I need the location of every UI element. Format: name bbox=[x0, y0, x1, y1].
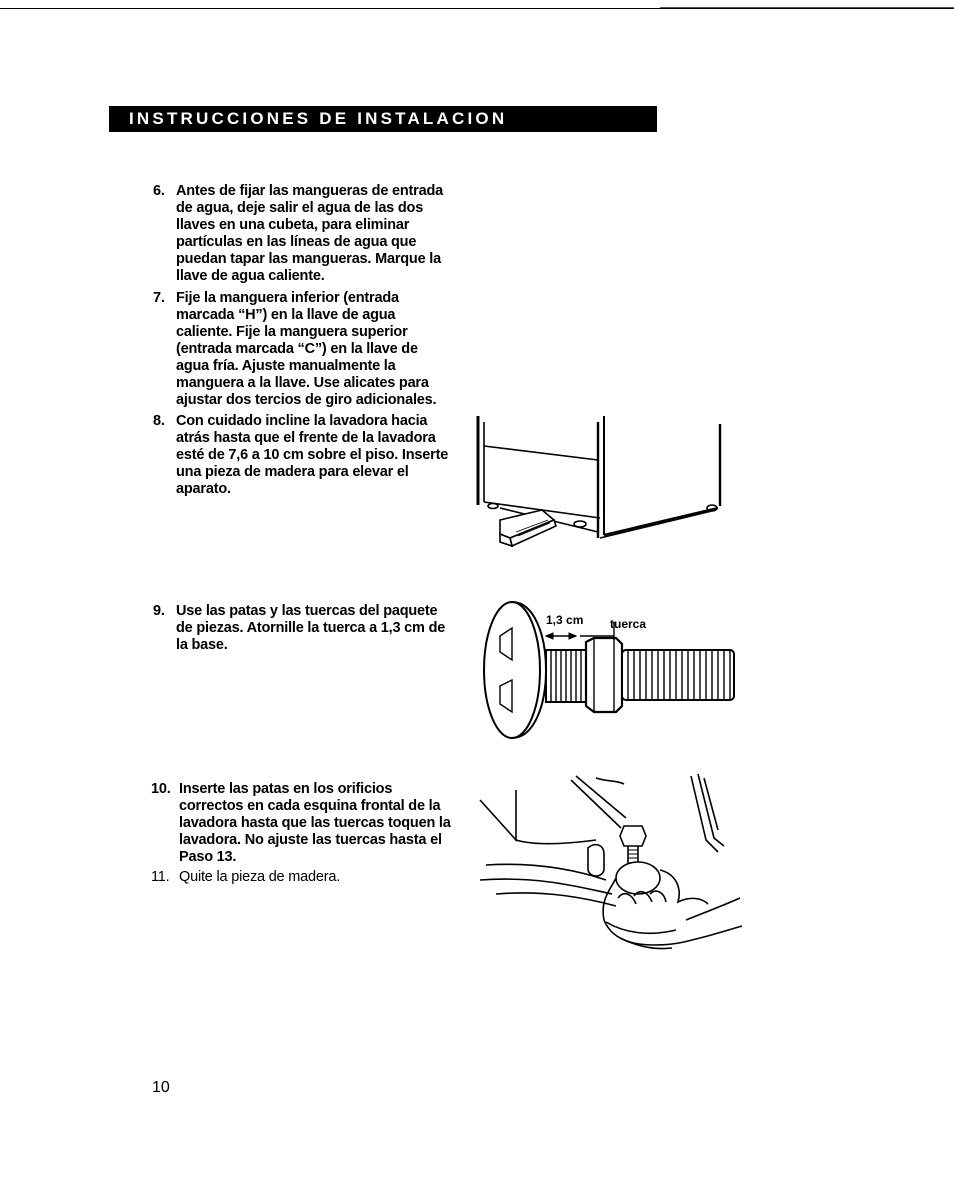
step-6 bbox=[153, 183, 453, 285]
step-text: Antes de fijar las mangueras de entrada de agua, deje salir el agua de las dos llaves en una cubeta, para eliminar partículas en las líneas de agua que puedan tapar las mangueras. Marque la llave de agua caliente. bbox=[176, 183, 443, 284]
step-number: 11. bbox=[151, 869, 170, 885]
step-9 bbox=[153, 603, 453, 654]
step-number: 10. bbox=[151, 781, 171, 797]
nut-label: tuerca bbox=[610, 617, 647, 631]
step-number: 8. bbox=[153, 413, 165, 429]
step-11 bbox=[153, 869, 453, 886]
step-number: 9. bbox=[153, 603, 165, 619]
step-8 bbox=[153, 413, 453, 498]
page-number: 10 bbox=[152, 1079, 170, 1096]
distance-label: 1,3 cm bbox=[546, 613, 584, 627]
washer-tilted-illustration bbox=[470, 410, 732, 560]
step-text: Inserte las patas en los orificios correctos en cada esquina frontal de la lavadora hasta que las tuercas toquen la lavadora. No ajuste las tuercas hasta el Paso 13. bbox=[179, 781, 451, 865]
step-text: Quite la pieza de madera. bbox=[179, 869, 341, 885]
section-header bbox=[109, 106, 657, 132]
step-7 bbox=[153, 290, 453, 409]
step-text: Fije la manguera inferior (entrada marcada “H”) en la llave de agua caliente. Fije la manguera superior (entrada marcada “C”) en la llave de agua fría. Ajuste manualmente la manguera a la llave. Use alicates para ajustar dos tercios de giro adicionales. bbox=[176, 290, 437, 408]
leveling-leg-illustration bbox=[476, 600, 744, 745]
step-text: Con cuidado incline la lavadora hacia atrás hasta que el frente de la lavadora esté de 7,6 a 10 cm sobre el piso. Inserte una pieza de madera para elevar el aparato. bbox=[176, 413, 449, 497]
step-10 bbox=[153, 781, 453, 866]
leg-insertion-illustration bbox=[476, 770, 746, 960]
section-title: INSTRUCCIONES DE INSTALACION bbox=[129, 109, 508, 128]
step-number: 7. bbox=[153, 290, 165, 306]
step-text: Use las patas y las tuercas del paquete de piezas. Atornille la tuerca a 1,3 cm de la base. bbox=[176, 603, 446, 653]
step-number: 6. bbox=[153, 183, 165, 199]
top-rule bbox=[0, 8, 954, 9]
top-rule-right bbox=[660, 7, 954, 8]
